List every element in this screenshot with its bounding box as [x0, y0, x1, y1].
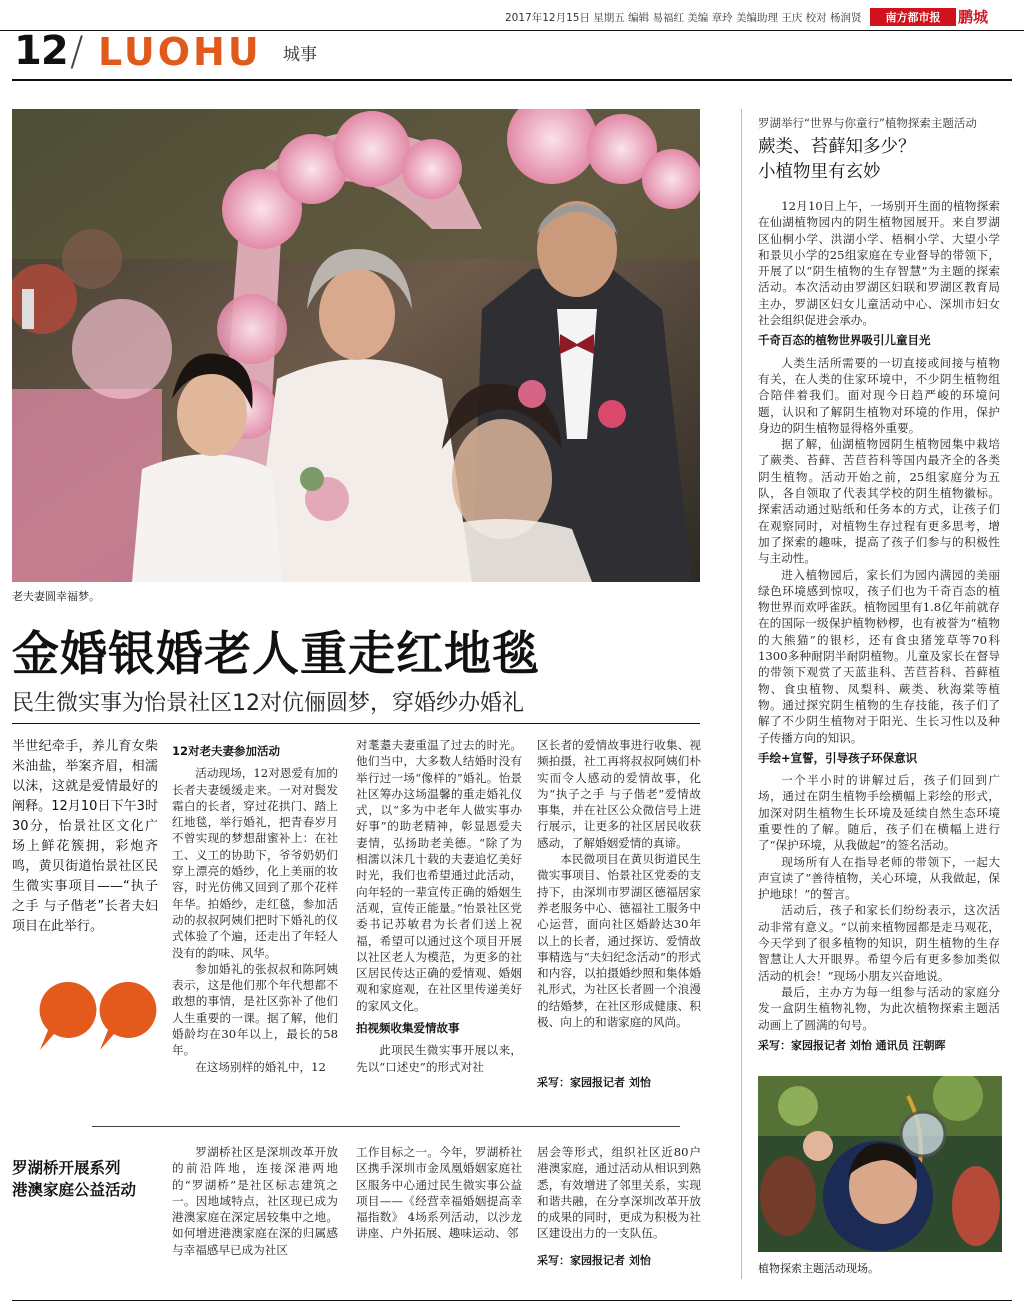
- side-heading-1: 千奇百态的植物世界吸引儿童目光: [758, 333, 931, 348]
- side-paragraph-7: 活动后，孩子和家长们纷纷表示，这次活动非常有意义。“以前来植物园都是走马观花，今天学到了很多植物的知识，阴生植物的生存智慧让人大开眼界。希望今后有更多参加类似活动的机会！”现场小朋友兴奋地说。: [758, 903, 1000, 983]
- headline-rule: [12, 723, 700, 724]
- wedding-photo: [12, 109, 700, 582]
- side-title: [758, 135, 916, 185]
- col1-heading: 12对老夫妻参加活动: [172, 744, 281, 758]
- col2-heading: 拍视频收集爱情故事: [356, 1021, 460, 1036]
- bottom-paragraph-3: 居会等形式，组织社区近80户港澳家庭，通过活动从相识到熟悉，有效增进了邻里关系，实现和谐共融，在分享深圳改革开放的成果的同时，更成为积极为社区建设出力的一支队伍。: [537, 1145, 701, 1241]
- bottom-paragraph-2: 工作目标之一。今年，罗湖桥社区携手深圳市金凤凰婚姻家庭社区服务中心通过民生微实事公益项目——《经营幸福婚姻提高幸福指数》 4场系列活动，以沙龙讲座、户外拓展、趣味运动、邻: [356, 1145, 522, 1241]
- main-column-2: [356, 737, 522, 1075]
- main-headline: 金婚银婚老人重走红地毯: [12, 627, 540, 682]
- bottom-title-line-2: 港澳家庭公益活动: [12, 1181, 137, 1199]
- paper-logo-secondary: 鹏城: [958, 8, 989, 26]
- section-subtitle: 城事: [283, 45, 317, 65]
- col2-paragraph-1: 对耄耋夫妻重温了过去的时光。他们当中，大多数人结婚时没有举行过一场“像样的”婚礼。怡景社区筹办这场温馨的重走婚礼仪式，以“多为中老年人做实事办好事”的助老精神，彰显恩爱夫妻情，弘扬助老美德。“除了为相濡以沫几十载的夫妻追忆美好时光，我们也希望通过此活动，向年轻的一辈宣传正确的婚姻生活观，宣传正能量。”怡景社区党委书记苏敏君为长者们送上祝福，希望可以通过这个项目开展以社区老人为模范，为更多的社区居民传达正确的爱情观、婚姻观和家庭观，在社区里传递美好的家风文化。: [356, 738, 522, 1013]
- side-title-line-2: 小植物里有玄妙: [758, 162, 881, 182]
- side-byline: 采写：家园报记者 刘怡 通讯员 汪朝晖: [758, 1039, 946, 1052]
- col1-paragraph-1: 活动现场，12对恩爱有加的长者夫妻缓缓走来。一对对鬓发霜白的长者，穿过花拱门、踏上红地毯，举行婚礼，把青春岁月不曾实现的梦想甜蜜补上：在社工、义工的协助下，爷爷奶奶们穿上漂亮的婚纱，化上美丽的妆容，时光仿佛又回到了那个花样年华。拍婚纱，走红毯，参加活动的叔叔阿姨们把时下婚礼的仪式体验了个遍，还走出了年轻人没有的韵味、风华。: [172, 766, 338, 960]
- main-column-3: [537, 737, 701, 1030]
- bottom-story-rule: [92, 1126, 680, 1127]
- lead-paragraph: 半世纪牵手，养儿育女柴米油盐，举案齐眉，相濡以沫，这就是爱情最好的阐释。12月10日下午3时30分，怡景社区文化广场上鲜花簇拥，彩炮齐鸣，黄贝街道怡景社区民生微实事项目——“执子之手 与子偕老”长者夫妇项目在此举行。: [12, 739, 158, 934]
- quote-mark-icon: [38, 982, 158, 1056]
- side-paragraph-2: 人类生活所需要的一切直接或间接与植物有关，在人类的住家环境中，不少阴生植物组合陪伴着我们。面对现今日趋严峻的环境问题，认识和了解阴生植物对环境的作用，保护身边的阴生植物显得格外重要。: [758, 355, 1000, 435]
- bottom-paragraph-1: 罗湖桥社区是深圳改革开放的前沿阵地，连接深港两地的“罗湖桥”是社区标志建筑之一。因地域特点，社区现已成为港澳家庭在深定居较集中之地。如何增进港澳家庭在深的归属感与幸福感早已成为社区: [172, 1145, 338, 1257]
- main-subheadline: 民生微实事为怡景社区12对伉俪圆梦，穿婚纱办婚礼: [12, 691, 524, 716]
- bottom-column-1: [172, 1144, 338, 1258]
- main-byline: 采写：家园报记者 刘怡: [537, 1076, 651, 1089]
- main-photo-caption: 老夫妻圆幸福梦。: [12, 590, 100, 603]
- header-rule: [12, 79, 1012, 81]
- column-divider: [741, 109, 742, 1279]
- side-story-body: [758, 198, 1000, 1033]
- main-column-1: [172, 741, 338, 1075]
- side-paragraph-3: 据了解，仙湖植物园阴生植物园集中栽培了蕨类、苔藓、苦苣苔科等国内最齐全的各类阴生植物。活动开始之前，25组家庭分为五队，各自领取了代表其学校的阴生植物徽标。探索活动通过贴纸和任务本的方式，让孩子们在观察同时，对植物生存过程有更多思考，增加了探索的趣味，提高了孩子们参与的积极性与主动性。: [758, 437, 1000, 566]
- side-paragraph-5: 一个半小时的讲解过后，孩子们回到广场，通过在阴生植物手绘横幅上彩绘的形式，加深对阴生植物生长环境及延续自然生态环境重要性的了解。随后，孩子们在横幅上进行了“保护环境，从我做起”的签名活动。: [758, 773, 1000, 853]
- side-paragraph-4: 进入植物园后，家长们为园内满园的美丽绿色环境感到惊叹，孩子们也为千奇百态的植物世界而欢呼雀跃。植物园里有1.8亿年前就存在的国际一级保护植物桫椤，也有被誉为“植物的大熊猫”的银杉，还有食虫猪笼草等70科1300多种耐阴半耐阴植物。儿童及家长在督导的带领下观赏了天蓝韭科、苦苣苔科、苔藓植物、食虫植物、凤梨科、蕨类、秋海棠等植物。通过探究阴生植物的生存技能，孩子们了解了不少阴生植物对于阳光、生长习性以及种子传播方向的知识。: [758, 567, 1000, 745]
- page-slash: /: [70, 29, 84, 75]
- side-paragraph-6: 现场所有人在指导老师的带领下，一起大声宣读了“善待植物，关心环境，从我做起，保护地球！”的誓言。: [758, 854, 1000, 902]
- masthead-info: 2017年12月15日 星期五 编辑 易福红 美编 章玲 美编助理 王庆 校对 杨润贤: [505, 12, 862, 24]
- side-paragraph-1: 12月10日上午，一场别开生面的植物探索在仙湖植物园内的阴生植物园展开。来自罗湖区仙桐小学、洪湖小学、梧桐小学、大望小学和景贝小学的25组家庭在专业督导的带领下，开展了以“阴生植物的生存智慧”为主题的探索活动。本次活动由罗湖区妇联和罗湖区教育局主办，罗湖区妇女儿童活动中心、深圳市妇女社会组织促进会承办。: [758, 199, 1000, 328]
- side-kicker: 罗湖举行“世界与你童行”植物探索主题活动: [758, 116, 977, 130]
- bottom-story-title: [12, 1157, 162, 1201]
- bottom-title-line-1: 罗湖桥开展系列: [12, 1159, 121, 1177]
- bottom-byline: 采写：家园报记者 刘怡: [537, 1254, 651, 1267]
- paper-logo: 南方都市报: [870, 8, 956, 26]
- section-title: LUOHU: [98, 30, 262, 74]
- side-title-line-1: 蕨类、苔藓知多少？: [758, 137, 916, 157]
- side-heading-2: 手绘+宣誓，引导孩子环保意识: [758, 750, 918, 765]
- col3-paragraph-2: 本民微项目在黄贝街道民生微实事项目、怡景社区党委的支持下，由深圳市罗湖区德福居家养老服务中心、德福社工服务中心运营，面向社区婚龄达30年以上的长者，通过探访、爱情故事精选与“夫妇纪念活动”的形式和内容，以拍摄婚纱照和集体婚礼形式，为社区长者圆一个浪漫的结婚梦，在社区形成健康、积极、向上的和谐家庭的风尚。: [537, 852, 701, 1030]
- col3-paragraph-1: 区长者的爱情故事进行收集、视频拍摄，社工再将叔叔阿姨们朴实而令人感动的爱情故事，化为“执子之手 与子偕老”爱情故事集，并在社区公众微信号上进行展示，让更多的社区居民收获感动，了解婚姻爱情的真谛。: [537, 738, 701, 850]
- bottom-column-3: [537, 1144, 701, 1242]
- bottom-column-2: [356, 1144, 522, 1242]
- plant-activity-photo: [758, 1076, 1002, 1252]
- col2-paragraph-2: 此项民生微实事开展以来，先以“口述史”的形式对社: [356, 1043, 522, 1074]
- footer-rule: [12, 1300, 1012, 1301]
- page-number: 12: [14, 28, 68, 74]
- side-photo-caption: 植物探索主题活动现场。: [758, 1262, 879, 1275]
- side-paragraph-8: 最后，主办方为每一组参与活动的家庭分发一盒阴生植物礼物，为此次植物探索主题活动画上了圆满的句号。: [758, 984, 1000, 1032]
- col1-paragraph-2: 参加婚礼的张叔叔和陈阿姨表示，这是他们那个年代想都不敢想的事情，是社区弥补了他们人生重要的一课。据了解，他们婚龄均在30年以上，最长的58年。: [172, 961, 338, 1058]
- col1-paragraph-3: 在这场别样的婚礼中，12: [195, 1059, 326, 1074]
